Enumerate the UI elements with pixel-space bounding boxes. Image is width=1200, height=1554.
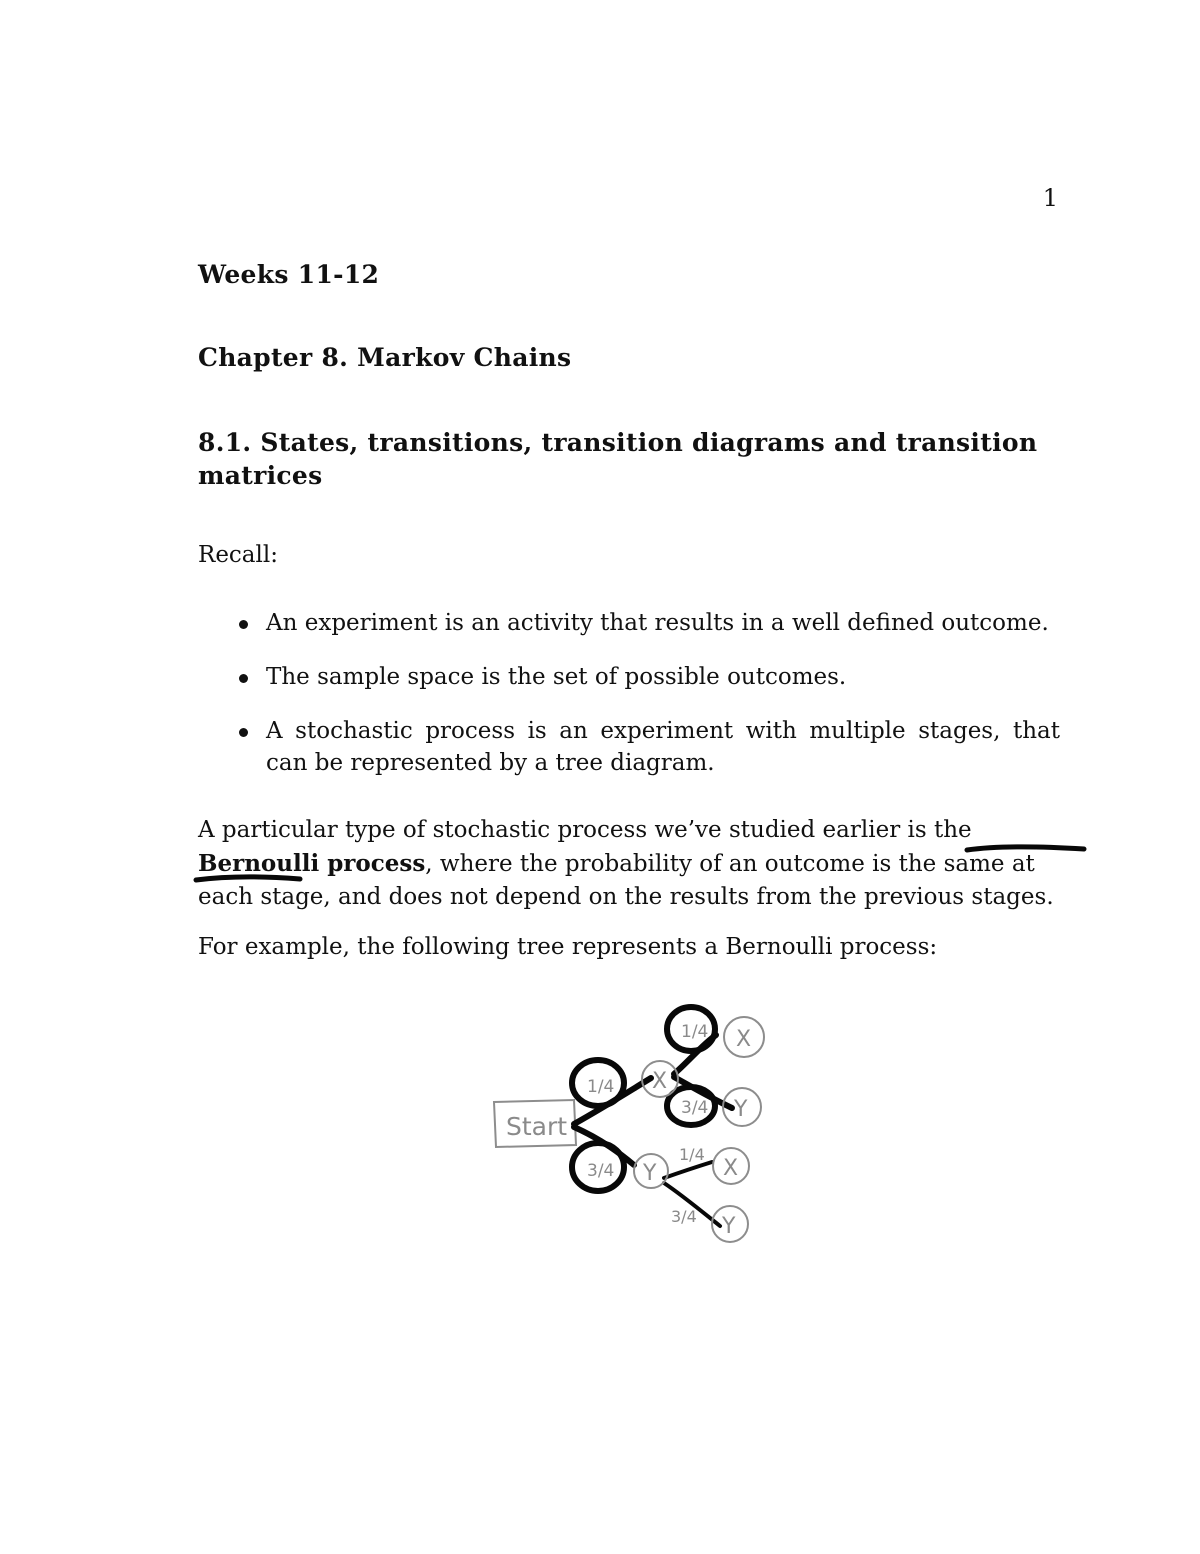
probability-text: 1/4: [679, 1145, 705, 1164]
example-intro: For example, the following tree represents a Bernoulli process:: [198, 934, 938, 960]
probability-text: 3/4: [681, 1098, 709, 1118]
probability-label-first-x: [572, 1060, 624, 1106]
probability-label-x-to-y: [667, 1087, 715, 1125]
start-node: [494, 1100, 576, 1147]
probability-text: 3/4: [587, 1161, 615, 1181]
probability-text: 3/4: [671, 1207, 697, 1226]
bullet-text: A stochastic process is an experiment with multiple stages, that can be represented by a tree diagram.: [266, 718, 1060, 776]
paragraph-text-after: , where the probability of an outcome is the same at each stage, and does not depend on the results from the previous stages.: [198, 851, 1054, 910]
outcome-label: Y: [643, 1161, 657, 1186]
page-number: 1: [1042, 184, 1058, 212]
paragraph-text-before: A particular type of stochastic process we’ve studied earlier is the: [198, 817, 972, 843]
outcome-label: Y: [722, 1214, 736, 1239]
outcome-node-y: [634, 1154, 668, 1188]
bullet-text: An experiment is an activity that results in a well defined outcome.: [266, 610, 1049, 636]
bullet-text: The sample space is the set of possible outcomes.: [266, 664, 847, 690]
week-heading: Weeks 11-12: [198, 260, 380, 289]
probability-text: 1/4: [681, 1022, 709, 1042]
probability-label-y-to-x: [679, 1145, 705, 1164]
probability-text: 1/4: [587, 1077, 615, 1097]
probability-label-first-y: [572, 1143, 624, 1191]
bernoulli-tree-diagram: [480, 990, 780, 1250]
start-label: Start: [506, 1112, 568, 1141]
outcome-label: X: [736, 1027, 752, 1052]
bernoulli-process-term: Bernoulli process: [198, 850, 426, 877]
probability-label-y-to-y: [671, 1207, 697, 1226]
chapter-heading: Chapter 8. Markov Chains: [198, 343, 572, 372]
tree-branches: [574, 1035, 732, 1226]
section-heading: 8.1. States, transitions, transition diagrams and transition matrices: [198, 428, 1038, 490]
outcome-label: X: [652, 1069, 668, 1094]
recall-label: Recall:: [198, 542, 278, 568]
probability-label-x-to-x: [667, 1007, 715, 1051]
outcome-label: X: [723, 1156, 739, 1181]
outcome-node-yx: [713, 1148, 749, 1184]
outcome-label: Y: [734, 1097, 748, 1122]
outcome-node-xx: [724, 1017, 764, 1057]
